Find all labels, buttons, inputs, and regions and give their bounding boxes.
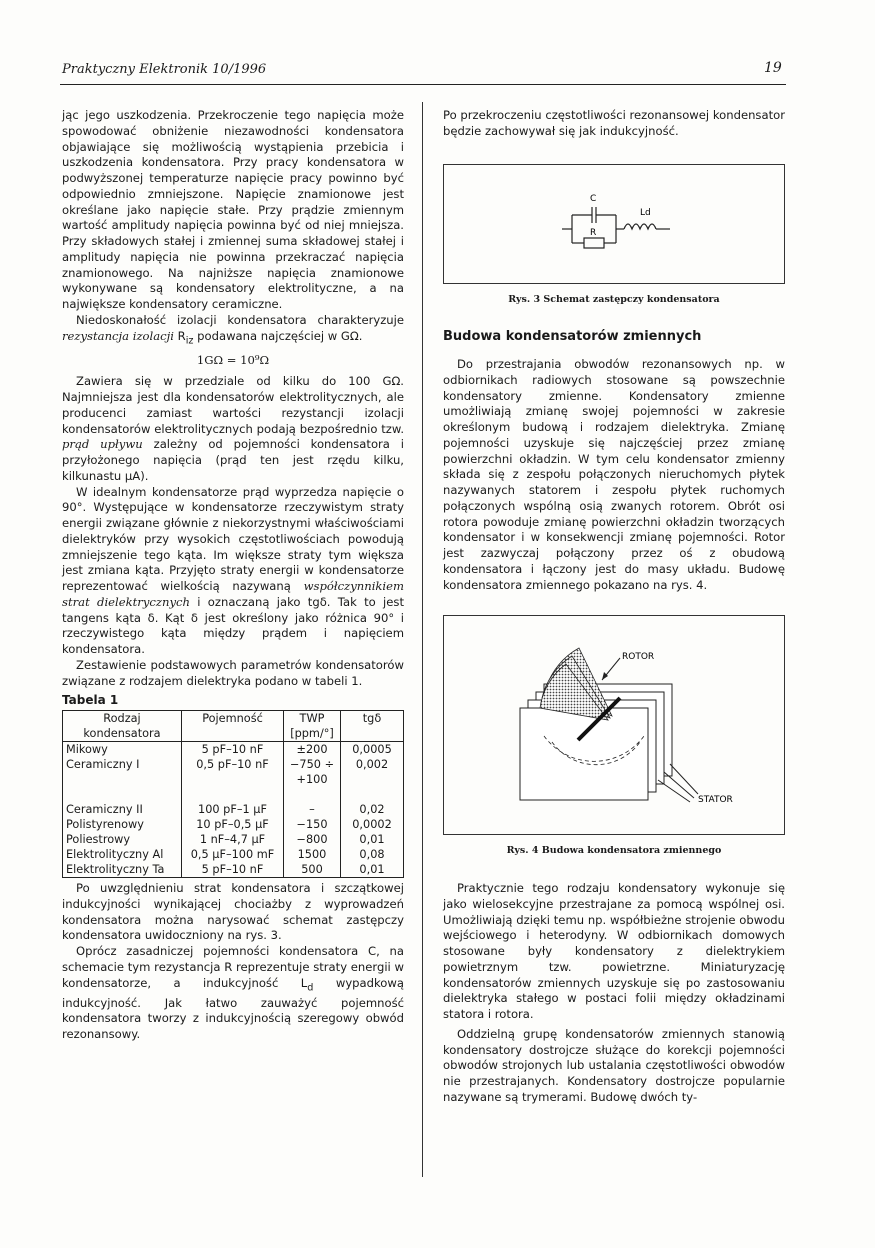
right-column xyxy=(443,108,785,1106)
paragraph-equivalent-circuit: Po uwzględnieniu strat kondensatora i szczątkowej indukcyjności wynikającej chociażby z wyprowadzeń kondensatora można narysować schemat zastępczy kondensatora uwidoczniony na rys. 3. xyxy=(62,881,404,943)
paragraph-resonance: Oprócz zasadniczej pojemności kondensatora C, na schemacie tym rezystancja R reprezentuje straty energii w kondensatorze, a indukcyjność $L_d$ wypadkową indukcyjność. Jak łatwo zauważyć pojemność kondensatora tworzy z indukcyjnością szeregowy obwód rezonansowy. xyxy=(62,944,404,1042)
section-title: Budowa kondensatorów zmiennych xyxy=(443,329,702,345)
paragraph-insulation: Niedoskonałość izolacji kondensatora charakteryzuje rezystancja izolacji $R_{iz}$ podawana najczęściej w GΩ. xyxy=(62,312,404,346)
table-row: Mikowy 5 pF–10 nF ±200 0,0005 xyxy=(63,742,404,758)
figure-3-caption: Rys. 3 Schemat zastępczy kondensatora xyxy=(508,293,720,305)
label-rotor: ROTOR xyxy=(622,652,655,663)
paragraph-inductive: Po przekroczeniu częstotliwości rezonansowej kondensator będzie zachowywał się jak indukcyjność. xyxy=(443,108,785,138)
variable-capacitor-drawing xyxy=(444,616,786,834)
header-rule xyxy=(60,84,786,85)
label-c: C xyxy=(590,193,597,204)
label-r: R xyxy=(590,227,597,238)
journal-title: Praktyczny Elektronik 10/1996 xyxy=(62,62,267,77)
capacitor-table xyxy=(62,710,404,878)
figure-equivalent-circuit xyxy=(443,164,785,284)
paragraph-trimmers: Oddzielną grupę kondensatorów zmiennych stanowią kondensatory dostrojcze służące do korekcji pojemności obwodów strojonych lub ustalania częstotliwości obwodów nie przestrajanych. Kondensatory dostrojcze popularnie nazywane są trymerami. Budowę dwóch ty- xyxy=(443,1026,785,1104)
paragraph-variable-capacitors: Do przestrajania obwodów rezonansowych np. w odbiornikach radiowych stosowane są powszechnie kondensatory zmienne. Kondensatory zmienne umożliwiają zmianę swojej pojemności w zakresie określonym budową i rodzajem dielektryka. Zmianę pojemności uzyskuje się najczęściej przez zmianę powierzchni okładzin. W tym celu kondensator zmienny składa się z zespołu połączonych nieruchomych płytek nazywanych statorem i zespołu płytek ruchomych połączonych wspólną osią zwanych rotorem. Obrót osi rotora powoduje zmianę powierzchni okładzin tworzących kondensator i w konsekwencji zmianę pojemności. Rotor jest zazwyczaj połączony przez oś z obudową kondensatora i łączony jest do masy układu. Budowę kondensatora zmiennego pokazano na rys. 4. xyxy=(443,357,785,592)
table-title: Tabela 1 xyxy=(62,693,119,708)
term-insulation-resistance: rezystancja izolacji xyxy=(62,328,174,343)
column-divider xyxy=(422,102,423,1177)
figure-4-caption: Rys. 4 Budowa kondensatora zmiennego xyxy=(506,845,722,857)
col-header-type: Rodzaj kondensatora xyxy=(63,711,182,742)
page-number: 19 xyxy=(764,60,782,76)
table-row: Ceramiczny II 100 pF–1 µF – 0,02 xyxy=(63,802,404,817)
term-leakage-current: prąd upływu xyxy=(62,437,143,452)
paragraph-leakage: Zawiera się w przedziale od kilku do 100 GΩ. Najmniejsza jest dla kondensatorów elektrolitycznych, ale producenci zamiast wartości rezystancji izolacji kondensatorów elektrolitycznych podają bezpośrednio tzw. prąd upływu zależny od pojemności kondensatora i przyłożonego napięcia (prąd ten jest rzędu kilku, kilkunastu µA). xyxy=(62,374,404,483)
left-column xyxy=(62,108,404,1043)
formula-gigaohm: 1GΩ = 10⁹Ω xyxy=(196,352,270,367)
table-row: Elektrolityczny Al 0,5 µF–100 mF 1500 0,08 xyxy=(63,847,404,862)
table-header-row xyxy=(63,711,404,742)
term-dissipation-factor: współczynnikiem strat dielektrycznych xyxy=(62,579,404,609)
table-row: Poliestrowy 1 nF–4,7 µF −800 0,01 xyxy=(63,832,404,847)
label-ld: Ld xyxy=(640,207,651,218)
col-header-capacitance: Pojemność xyxy=(182,711,284,742)
col-header-tgd: tgδ xyxy=(341,711,404,742)
paragraph-multisection: Praktycznie tego rodzaju kondensatory wykonuje się jako wielosekcyjne przestrajane za pomocą wspólnej osi. Umożliwiają dzięki temu np. współbieżne strojenie obwodu wejściowego i heterodyny. W odbiornikach domowych stosowane były kondensatory z dielektrykiem powietrznym tzw. powietrzne. Miniaturyzację kondensatorów zmiennych uzyskuje się po zastosowaniu dielektryka stałego w postaci folii między okładzinami statora i rotora. xyxy=(443,881,785,1021)
paragraph-loss-factor: W idealnym kondensatorze prąd wyprzedza napięcie o 90°. Występujące w kondensatorze rzeczywistym straty energii związane głównie z niekorzystnymi właściwościami dielektryków przy wysokich częstotliwościach powodują zmniejszenie tego kąta. Im większe straty tym większa jest zmiana kąta. Przyjęto straty energii w kondensatorze reprezentować wielkością nazywaną współczynnikiem strat dielektrycznych i oznaczaną jako tgδ. Tak to jest tangens kąta δ. Kąt δ jest określony jako różnica 90° i rzeczywistego kąta między prądem i napięciem kondensatora. xyxy=(62,484,404,657)
col-header-twp: TWP [ppm/°] xyxy=(284,711,341,742)
equivalent-circuit-diagram xyxy=(444,165,786,283)
paragraph-voltage: jąc jego uszkodzenia. Przekroczenie tego napięcia może spowodować obniżenie niezawodności kondensatora objawiające się możliwością wystąpienia przebicia i uszkodzenia kondensatora. Przy pracy kondensatora w podwyższonej temperaturze napięcie pracy powinno być odpowiednio zmniejszone. Napięcie znamionowe jest określane jako napięcie stałe. Przy prądzie zmiennym wartość amplitudy napięcia powinna być od niej mniejsza. Przy składowych stałej i zmiennej suma składowej stałej i amplitudy napięcia nie powinna przekraczać napięcia znamionowego. Na najniższe napięcia znamionowe wykonywane są kondensatory elektrolityczne, a na największe kondensatory ceramiczne. xyxy=(62,108,404,311)
table-row: Elektrolityczny Ta 5 pF–10 nF 500 0,01 xyxy=(63,862,404,878)
figure-variable-capacitor xyxy=(443,615,785,835)
label-stator: STATOR xyxy=(698,795,733,806)
table-row: Ceramiczny I 0,5 pF–10 nF −750 ÷ +100 0,002 xyxy=(63,757,404,802)
paragraph-table-intro: Zestawienie podstawowych parametrów kondensatorów związane z rodzajem dielektryka podano w tabeli 1. xyxy=(62,657,404,688)
table-row: Polistyrenowy 10 pF–0,5 µF −150 0,0002 xyxy=(63,817,404,832)
